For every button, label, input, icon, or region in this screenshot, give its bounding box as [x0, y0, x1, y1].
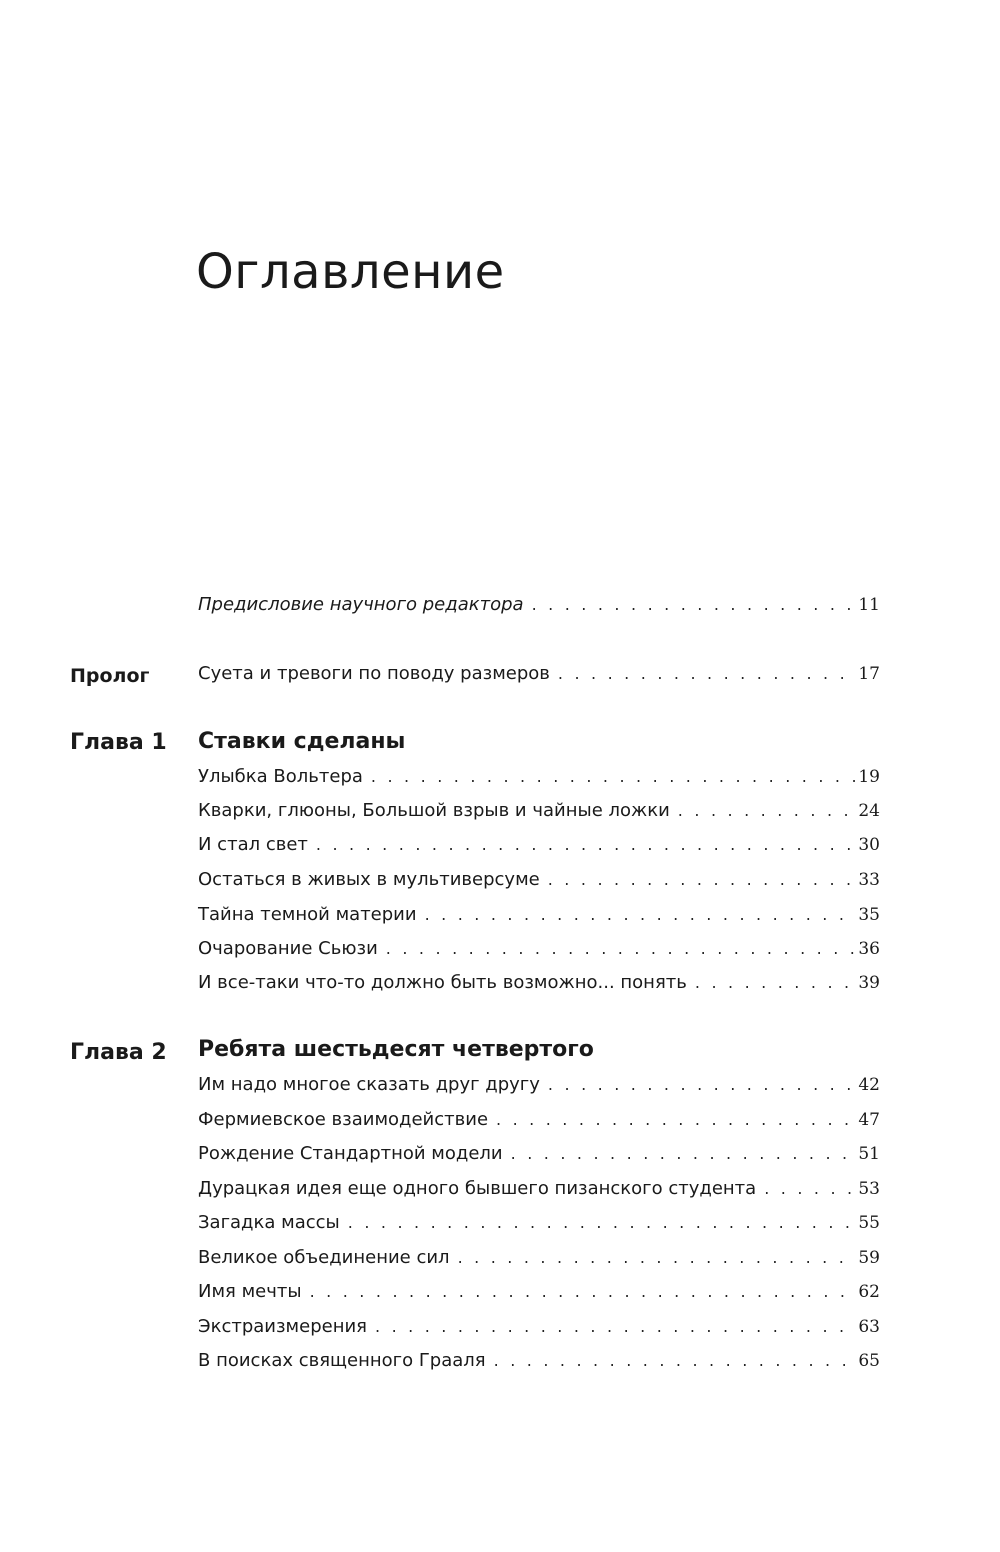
- toc-entry-text: Им надо многое сказать друг другу: [198, 1074, 540, 1095]
- toc-page-number: 24: [858, 801, 880, 821]
- toc-entry[interactable]: [198, 867, 880, 893]
- dot-leader: [386, 936, 857, 962]
- toc-page-number: 59: [858, 1248, 880, 1268]
- toc-page-number: 30: [858, 835, 880, 855]
- toc-page-number: 33: [858, 870, 880, 890]
- toc-entry-text: В поисках священного Грааля: [198, 1350, 486, 1371]
- dot-leader: [310, 1279, 857, 1305]
- toc-entry-text: Имя мечты: [198, 1281, 302, 1302]
- dot-leader: [496, 1107, 856, 1133]
- toc-entry[interactable]: [198, 1348, 880, 1374]
- toc-entry-text: Рождение Стандартной модели: [198, 1143, 503, 1164]
- toc-entry-text: Фермиевское взаимодействие: [198, 1109, 489, 1130]
- toc-entry-text: Великое объединение сил: [198, 1247, 450, 1268]
- toc-page-number: 62: [858, 1282, 880, 1302]
- toc-page-number: 17: [858, 664, 880, 684]
- toc-entry[interactable]: [198, 1072, 880, 1098]
- toc-entry-text: Предисловие научного редактора: [198, 594, 524, 615]
- dot-leader: [558, 661, 856, 687]
- toc-entry[interactable]: [198, 1245, 880, 1271]
- toc-entry-text: И все-таки что-то должно быть возможно... понять: [198, 972, 687, 993]
- dot-leader: [548, 867, 857, 893]
- toc-entry-text: Тайна темной материи: [198, 904, 417, 925]
- toc-entry[interactable]: [198, 1141, 880, 1167]
- chapter-2-label: Глава 2: [70, 1040, 167, 1065]
- toc-entry[interactable]: [198, 798, 880, 824]
- chapter-1-heading[interactable]: Ставки сделаны: [198, 729, 406, 754]
- dot-leader: [511, 1141, 857, 1167]
- toc-page-number: 63: [858, 1317, 880, 1337]
- chapter-2-heading[interactable]: Ребята шестьдесят четвертого: [198, 1037, 594, 1062]
- toc-entry-text: Улыбка Вольтера: [198, 766, 363, 787]
- toc-page-number: 35: [858, 905, 880, 925]
- toc-page-number: 39: [858, 973, 880, 993]
- dot-leader: [371, 764, 856, 790]
- dot-leader: [348, 1210, 857, 1236]
- page-title: Оглавление: [196, 244, 505, 300]
- toc-entry-text: Экстраизмерения: [198, 1316, 367, 1337]
- toc-entry-prologue[interactable]: [198, 661, 880, 687]
- toc-page-number: 47: [858, 1110, 880, 1130]
- dot-leader: [695, 970, 856, 996]
- toc-page-number: 53: [858, 1179, 880, 1199]
- toc-page-number: 19: [858, 767, 880, 787]
- toc-entry-text: Остаться в живых в мультиверсуме: [198, 869, 540, 890]
- dot-leader: [548, 1072, 856, 1098]
- dot-leader: [316, 832, 856, 858]
- toc-entry-text: Загадка массы: [198, 1212, 340, 1233]
- toc-entry[interactable]: [198, 970, 880, 996]
- toc-page-number: 65: [858, 1351, 880, 1371]
- toc-page-number: 36: [858, 939, 880, 959]
- prologue-label: Пролог: [70, 665, 150, 687]
- toc-entry-text: Очарование Сьюзи: [198, 938, 378, 959]
- dot-leader: [494, 1348, 857, 1374]
- dot-leader: [764, 1176, 856, 1202]
- toc-entry[interactable]: [198, 832, 880, 858]
- toc-page-number: 11: [858, 595, 880, 615]
- dot-leader: [375, 1314, 856, 1340]
- toc-entry[interactable]: [198, 1279, 880, 1305]
- toc-entry-text: Суета и тревоги по поводу размеров: [198, 663, 550, 684]
- toc-entry-text: И стал свет: [198, 834, 308, 855]
- toc-page-number: 42: [858, 1075, 880, 1095]
- toc-entry[interactable]: [198, 1210, 880, 1236]
- toc-entry[interactable]: [198, 936, 880, 962]
- toc-entry[interactable]: [198, 764, 880, 790]
- dot-leader: [678, 798, 857, 824]
- toc-page-number: 55: [858, 1213, 880, 1233]
- dot-leader: [532, 592, 857, 618]
- toc-entry-text: Дурацкая идея еще одного бывшего пизанского студента: [198, 1178, 757, 1199]
- toc-page-number: 51: [858, 1144, 880, 1164]
- toc-entry-preface[interactable]: [198, 592, 880, 618]
- dot-leader: [458, 1245, 857, 1271]
- toc-entry[interactable]: [198, 1314, 880, 1340]
- toc-entry[interactable]: [198, 1176, 880, 1202]
- chapter-1-label: Глава 1: [70, 730, 167, 755]
- dot-leader: [425, 902, 857, 928]
- toc-entry[interactable]: [198, 1107, 880, 1133]
- toc-entry-text: Кварки, глюоны, Большой взрыв и чайные ложки: [198, 800, 670, 821]
- toc-entry[interactable]: [198, 902, 880, 928]
